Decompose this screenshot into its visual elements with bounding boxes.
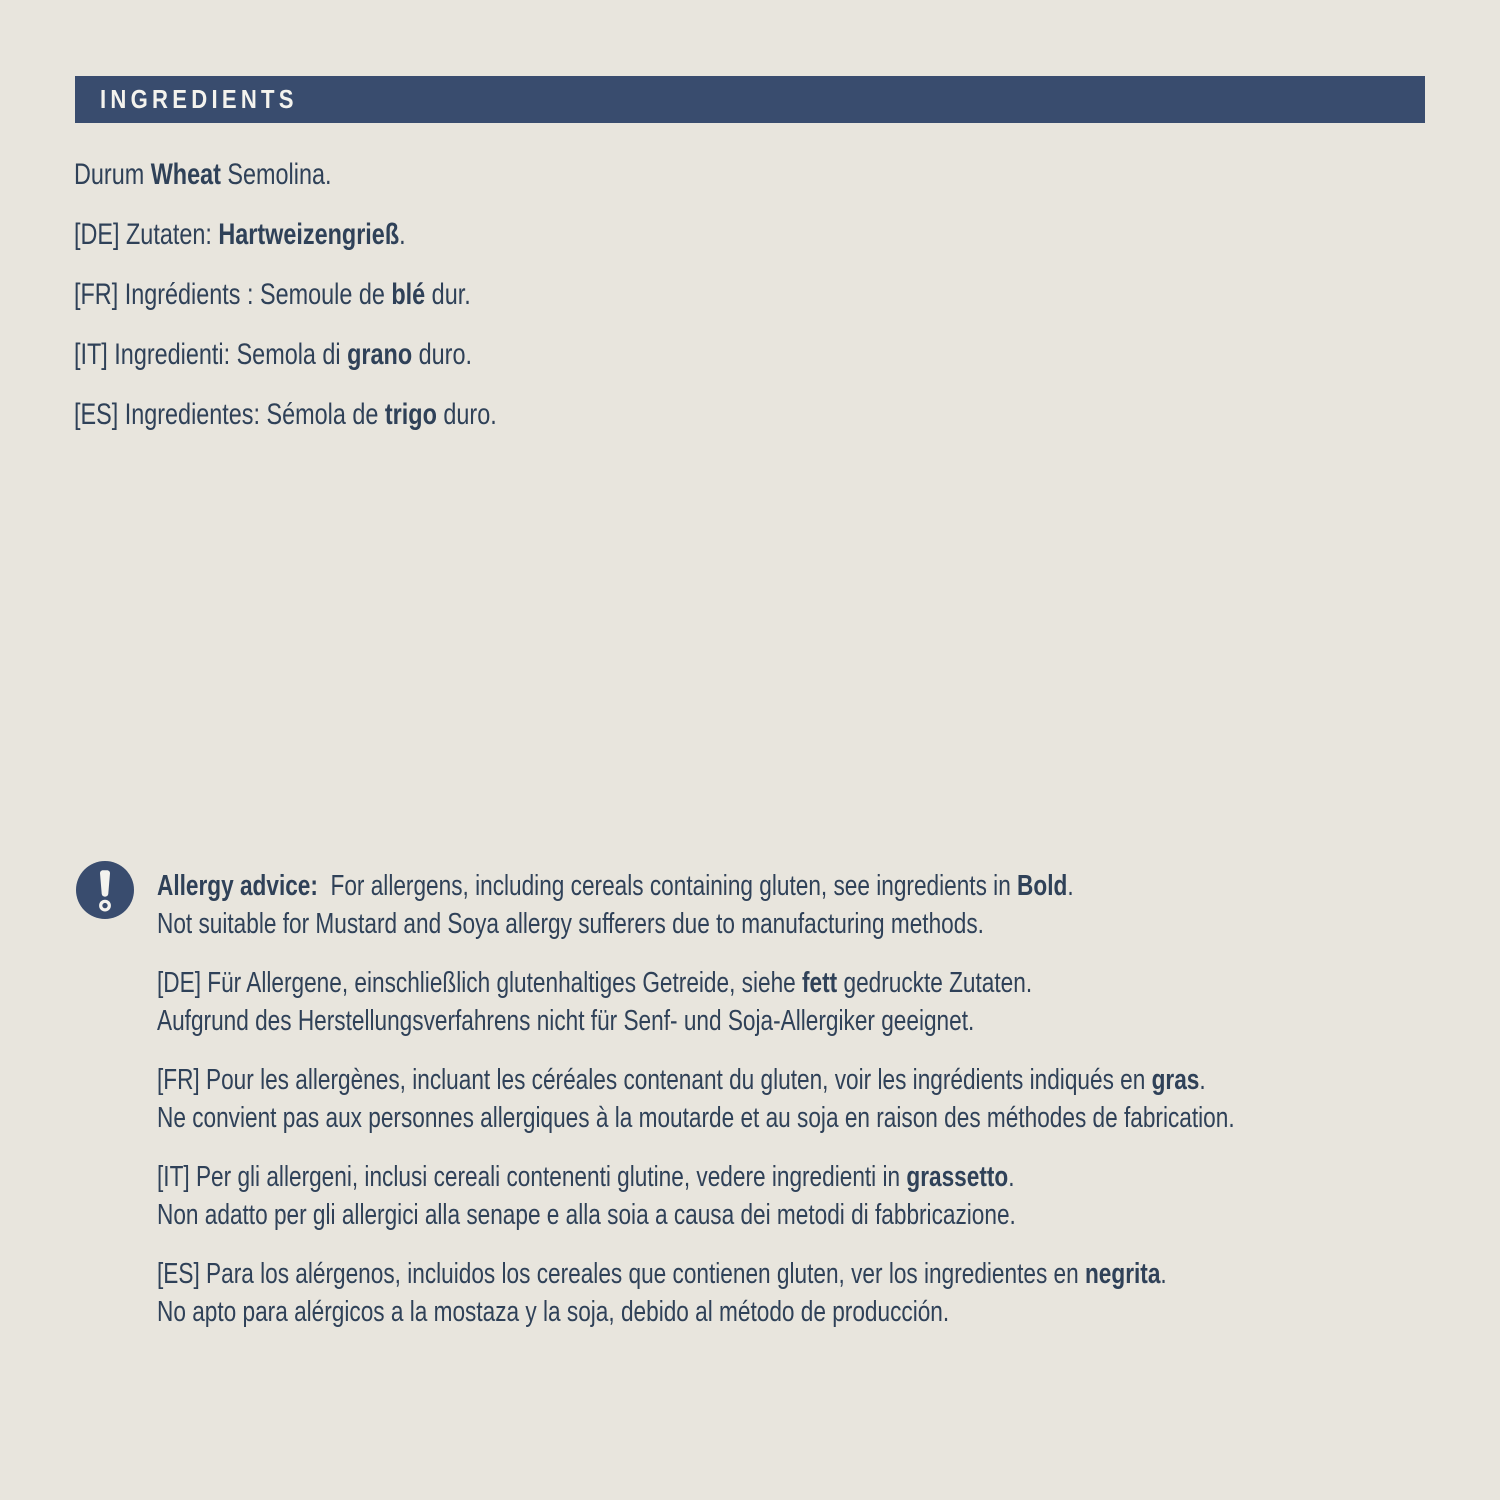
allergy-text: Non adatto per gli allergici alla senape e alla soia a causa dei metodi di fabbricazione. [157, 1199, 1016, 1231]
ingredient-line-it [74, 325, 1440, 385]
ingredient-text-fr: [FR] Ingrédients : Semoule de blé dur. [74, 278, 471, 311]
allergy-line [157, 1158, 1460, 1196]
allergy-paragraph-it [157, 1158, 1460, 1234]
allergy-paragraph-en [157, 867, 1460, 943]
ingredients-list [74, 145, 1440, 445]
ingredient-text-es: [ES] Ingredientes: Sémola de trigo duro. [74, 398, 497, 431]
exclamation-icon-svg [76, 861, 134, 919]
ingredient-text-de: [DE] Zutaten: Hartweizengrieß. [74, 218, 406, 251]
ingredients-header-bar [75, 76, 1425, 123]
allergy-text: [FR] Pour les allergènes, incluant les céréales contenant du gluten, voir les ingrédients indiqués en gras. [157, 1064, 1206, 1096]
allergy-text: No apto para alérgicos a la mostaza y la soja, debido al método de producción. [157, 1296, 950, 1328]
allergy-paragraph-fr [157, 1061, 1460, 1137]
allergy-line [157, 1002, 1460, 1040]
allergy-line [157, 867, 1460, 905]
ingredient-line-en [74, 145, 1440, 205]
allergy-line [157, 964, 1460, 1002]
allergy-text: [DE] Für Allergene, einschließlich glutenhaltiges Getreide, siehe fett gedruckte Zutaten. [157, 967, 1033, 999]
allergy-text: Ne convient pas aux personnes allergiques à la moutarde et au soja en raison des méthodes de fabrication. [157, 1102, 1235, 1134]
allergy-line [157, 1255, 1460, 1293]
ingredient-line-es [74, 385, 1440, 445]
ingredient-line-de [74, 205, 1440, 265]
ingredient-text-en: Durum Wheat Semolina. [74, 158, 332, 191]
allergy-text: [ES] Para los alérgenos, incluidos los cereales que contienen gluten, ver los ingredientes en negrita. [157, 1258, 1167, 1290]
allergy-text: [IT] Per gli allergeni, inclusi cereali contenenti glutine, vedere ingredienti in grassetto. [157, 1161, 1015, 1193]
allergy-paragraph-de [157, 964, 1460, 1040]
allergy-line [157, 1099, 1460, 1137]
allergy-text: Not suitable for Mustard and Soya allergy sufferers due to manufacturing methods. [157, 908, 984, 940]
ingredient-line-fr [74, 265, 1440, 325]
allergy-line [157, 1293, 1460, 1331]
allergy-line [157, 1196, 1460, 1234]
ingredient-text-it: [IT] Ingredienti: Semola di grano duro. [74, 338, 472, 371]
exclamation-circle-icon [76, 861, 134, 919]
allergy-text: Aufgrund des Herstellungsverfahrens nicht für Senf- und Soja-Allergiker geeignet. [157, 1005, 975, 1037]
allergy-line [157, 905, 1460, 943]
ingredients-header-title: INGREDIENTS [100, 84, 298, 114]
allergy-line [157, 1061, 1460, 1099]
allergy-paragraph-es [157, 1255, 1460, 1331]
allergy-text: Allergy advice: For allergens, including cereals containing gluten, see ingredients in Bold. [157, 870, 1074, 902]
allergy-advice-section [157, 867, 1460, 1352]
